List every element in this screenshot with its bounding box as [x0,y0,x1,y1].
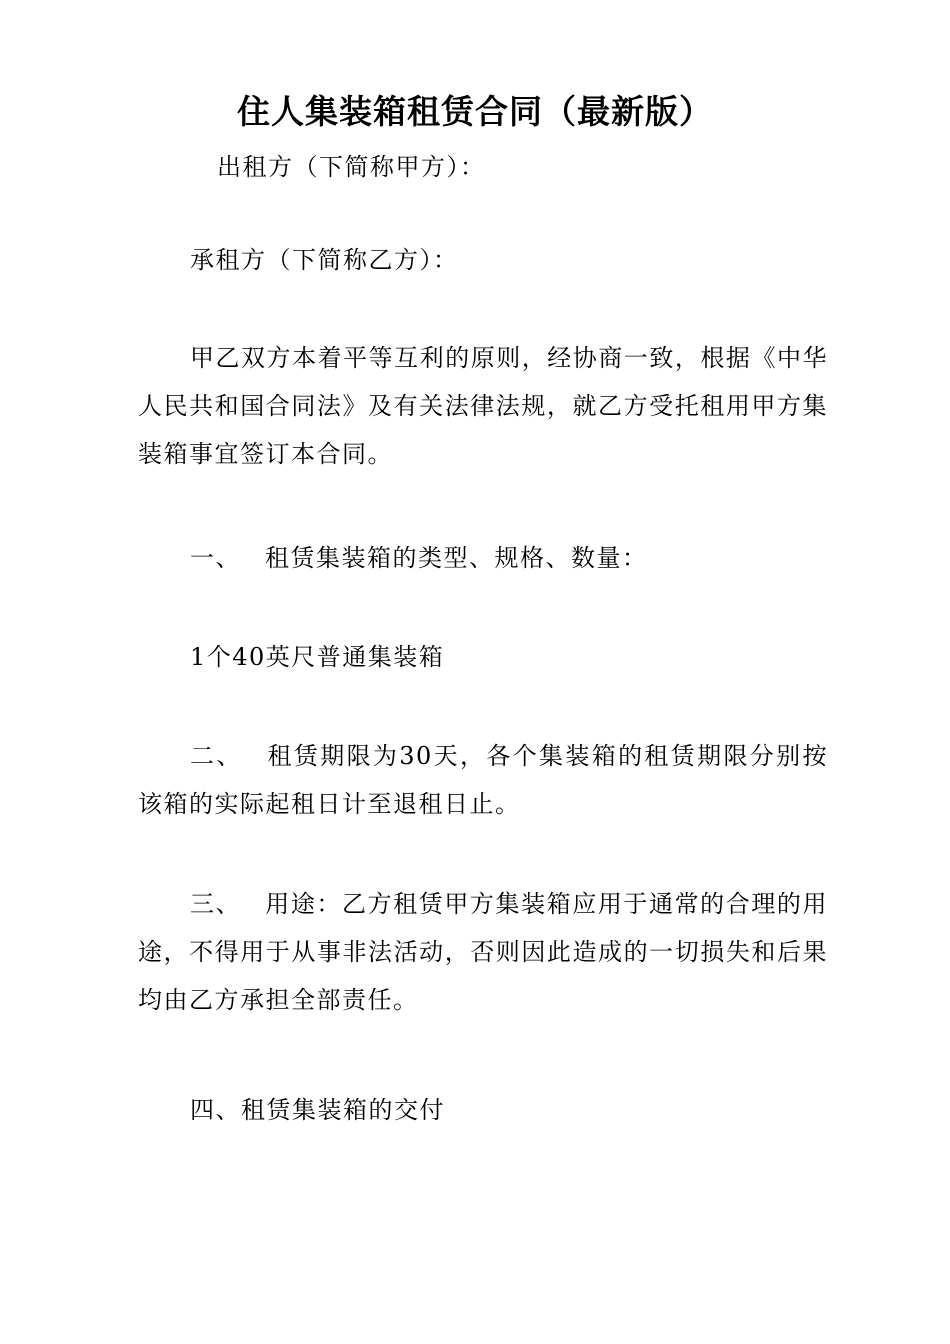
section-4-heading: 四、租赁集装箱的交付 [190,1096,445,1124]
item-1-quantity: 1个40英尺普通集装箱 [190,643,445,671]
section-1-number: 一、 [190,544,241,572]
section-3-text: 用途：乙方租赁甲方集装箱应用于通常的合理的用途，不得用于从事非法活动，否则因此造成的一切损失和后果均由乙方承担全部责任。 [138,890,829,1014]
section-1-heading [138,534,828,582]
document-title: 住人集装箱租赁合同（最新版） [237,92,713,131]
section-3-number: 三、 [190,890,242,918]
lessee-line: 承租方（下简称乙方）： [190,246,459,274]
section-2-paragraph [138,732,828,828]
section-1-title: 租赁集装箱的类型、规格、数量： [265,544,648,572]
lessor-line: 出租方（下简称甲方）： [217,153,486,181]
section-2-number: 二、 [190,742,243,770]
intro-paragraph: 甲乙双方本着平等互利的原则，经协商一致，根据《中华人民共和国合同法》及有关法律法规，就乙方受托租用甲方集装箱事宜签订本合同。 [138,344,828,468]
section-2-text: 租赁期限为30天，各个集装箱的租赁期限分别按该箱的实际起租日计至退租日止。 [138,742,829,818]
section-3-paragraph [138,880,828,1024]
